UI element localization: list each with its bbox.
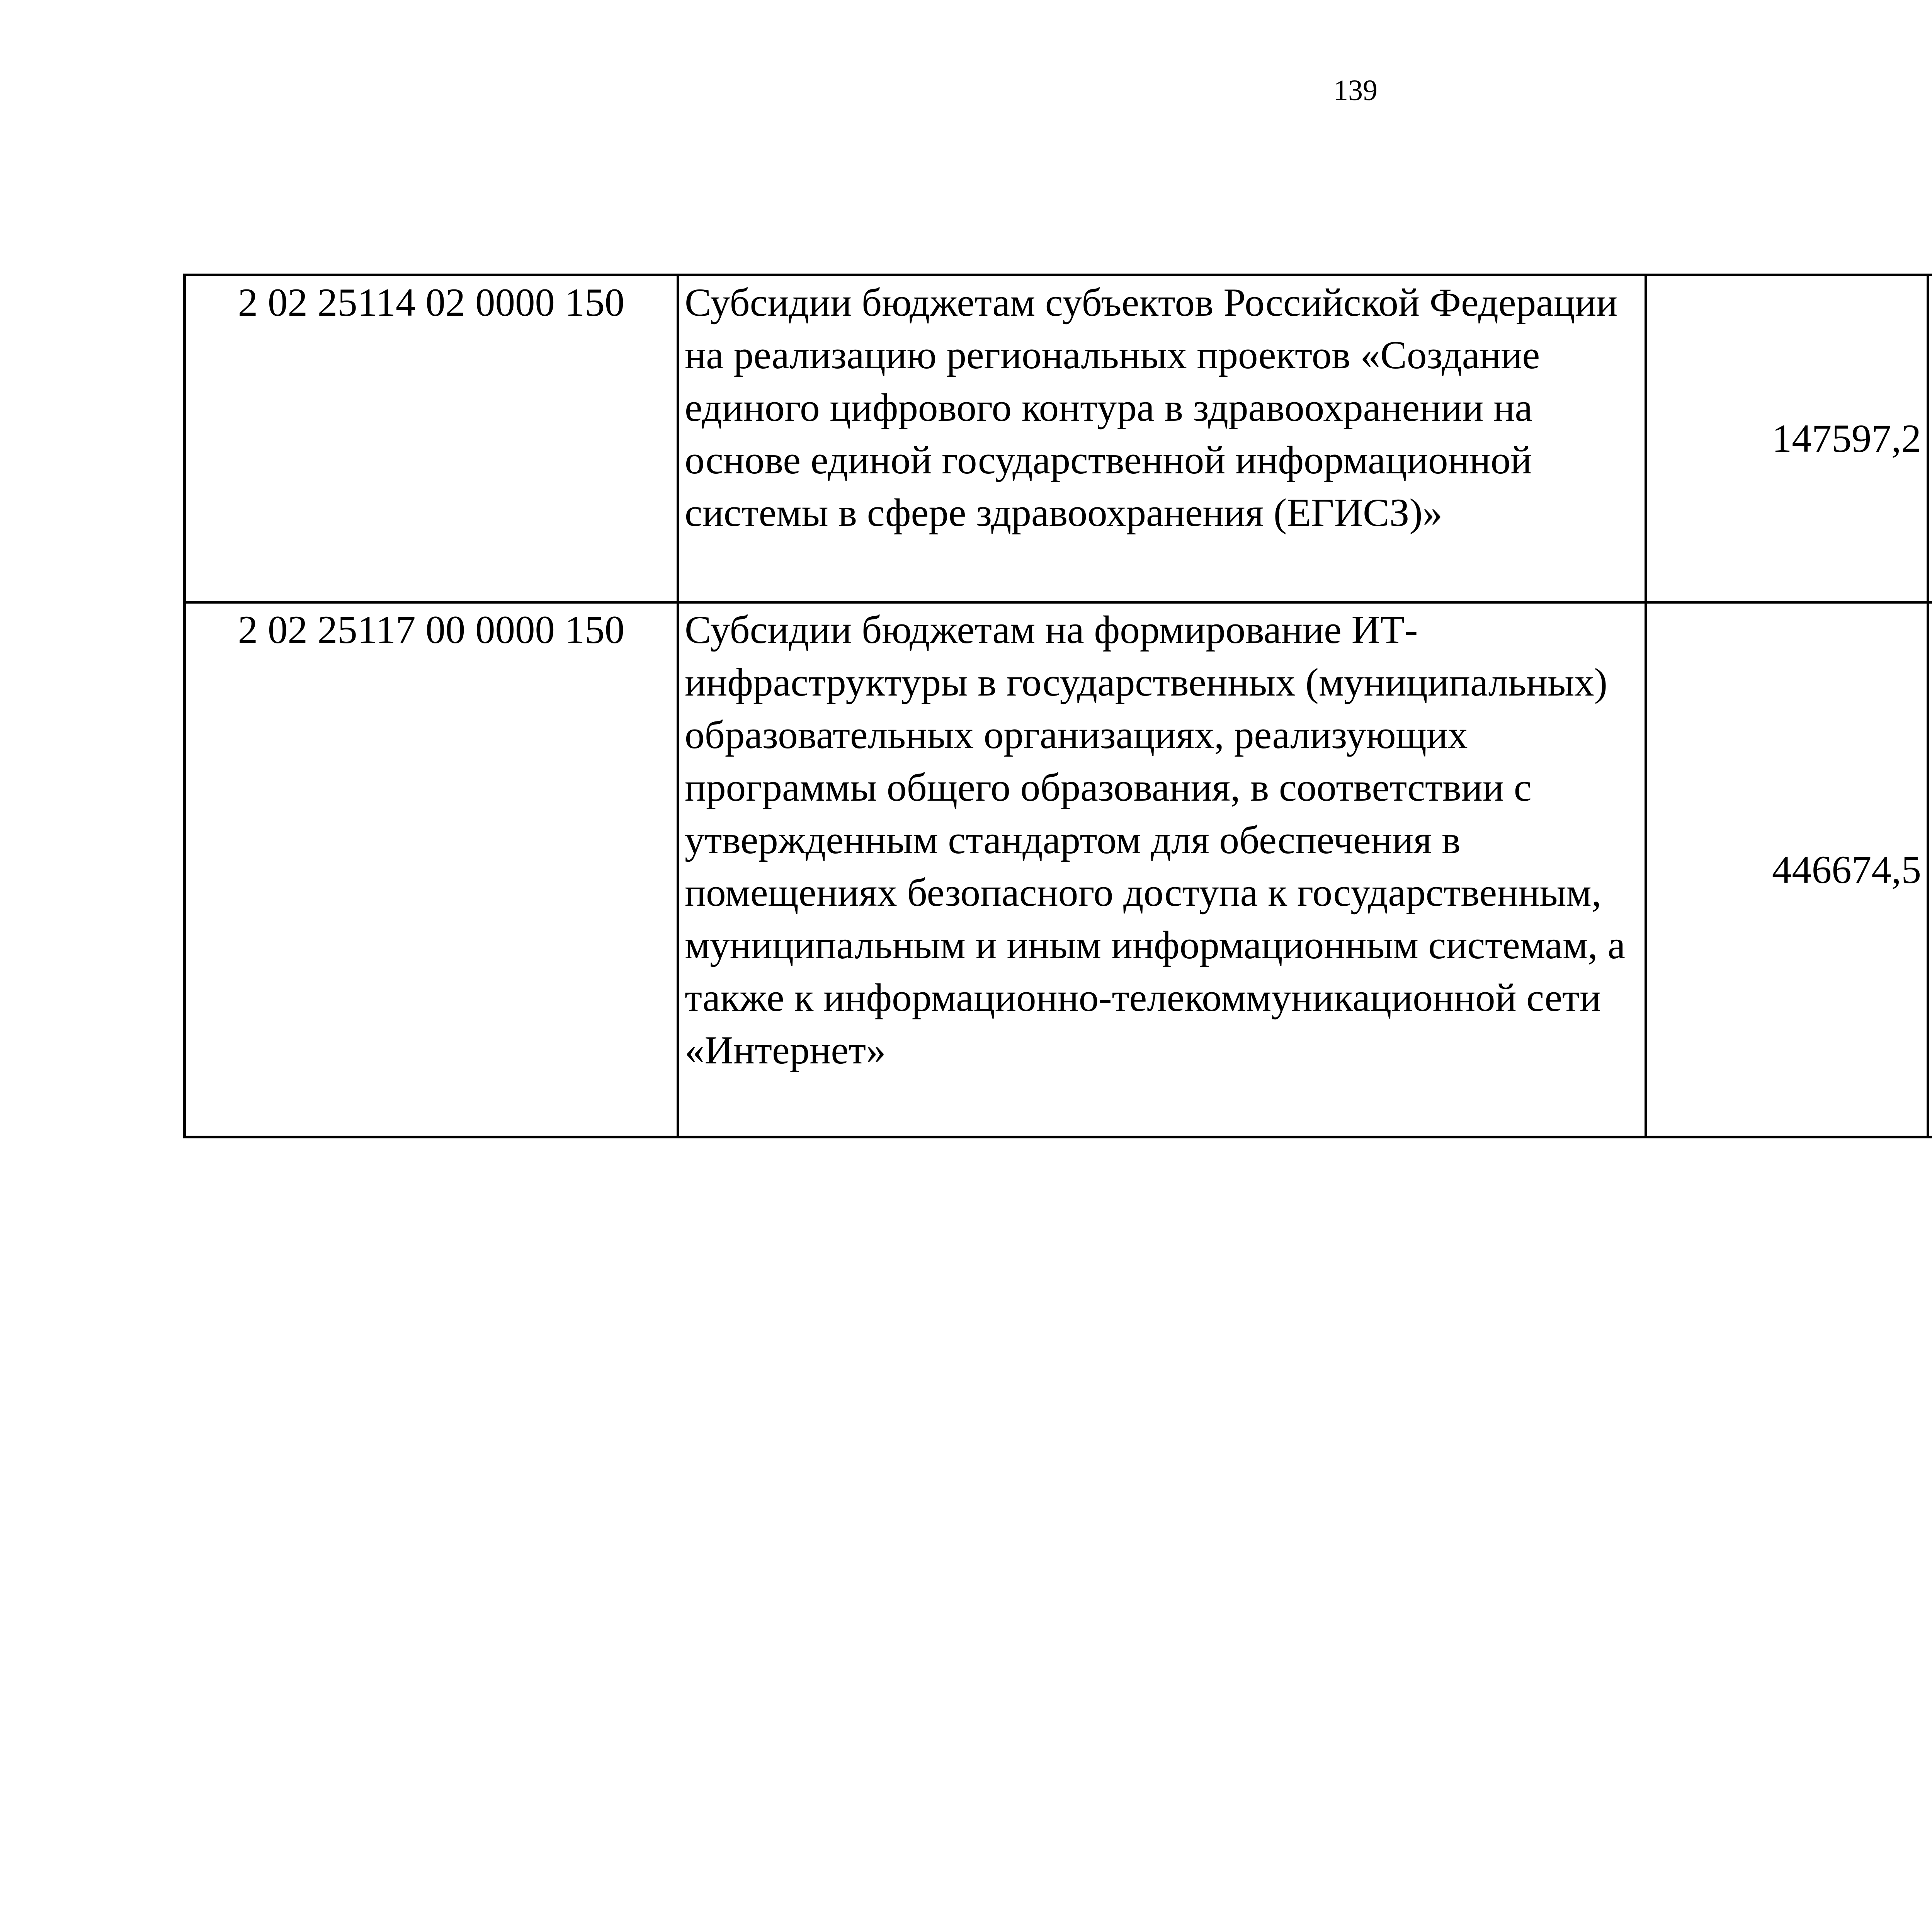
budget-table (183, 274, 1932, 1138)
amount-col-1: 147597,2 (1646, 275, 1928, 602)
amount-col-1: 446674,5 (1646, 602, 1928, 1137)
table-row (185, 275, 1932, 602)
amount-col-2 (1928, 275, 1932, 602)
amount-col-2 (1928, 602, 1932, 1137)
budget-description: Субсидии бюджетам на формирование ИТ-инфраструктуры в государственных (муниципальных) образовательных организациях, реализующих программы общего образования, в соответствии с утвержденным стандартом для обеспечения в помещениях безопасного доступа к государственным, муниципальным и иным информационным системам, а также к информационно-телекоммуникационной сети «Интернет» (678, 602, 1646, 1137)
budget-code: 2 02 25114 02 0000 150 (185, 275, 678, 602)
budget-code: 2 02 25117 00 0000 150 (185, 602, 678, 1137)
table-row (185, 602, 1932, 1137)
page-number: 139 (1333, 74, 1378, 107)
budget-description: Субсидии бюджетам субъектов Российской Федерации на реализацию региональных проектов «Создание единого цифрового контура в здравоохранении на основе единой государственной информационной системы в сфере здравоохранения (ЕГИСЗ)» (678, 275, 1646, 602)
